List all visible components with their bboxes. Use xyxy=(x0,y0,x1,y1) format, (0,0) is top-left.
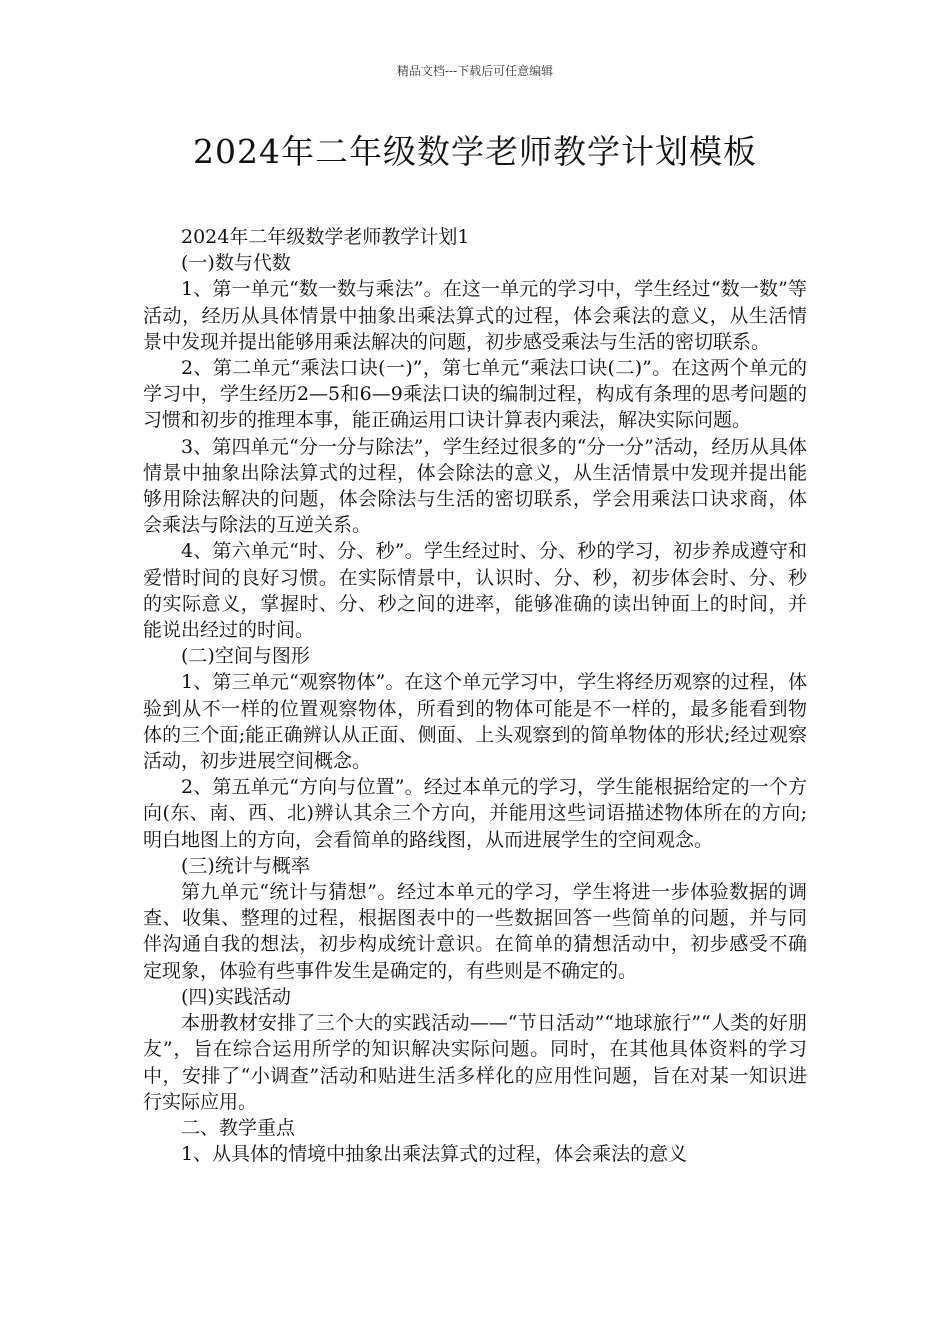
paragraph: 本册教材安排了三个大的实践活动——“节日活动”“地球旅行”“人类的好朋友”，旨在综合运用所学的知识解决实际问题。同时，在其他具体资料的学习中，安排了“小调查”活动和贴进生活多样化的应用性问题，旨在对某一知识进行实际应用。 xyxy=(143,1012,807,1113)
paragraph: 1、从具体的情境中抽象出乘法算式的过程，体会乘法的意义 xyxy=(181,1143,688,1166)
document-body xyxy=(143,224,807,1167)
paragraph: 1、第一单元“数一数与乘法”。在这一单元的学习中，学生经过“数一数”等活动，经历从具体情景中抽象出乘法算式的过程，体会乘法的意义，从生活情景中发现并提出能够用乘法解决的问题，初步感受乘法与生活的密切联系。 xyxy=(143,278,807,353)
paragraph: 2、第二单元“乘法口诀(一)”，第七单元“乘法口诀(二)”。在这两个单元的学习中，学生经历2—5和6—9乘法口诀的编制过程，构成有条理的思考问题的习惯和初步的推理本事，能正确运用口诀计算表内乘法，解决实际问题。 xyxy=(143,357,807,432)
subsection-heading: (四)实践活动 xyxy=(181,985,291,1008)
subsection-heading: (一)数与代数 xyxy=(181,252,291,275)
paragraph: 4、第六单元“时、分、秒”。学生经过时、分、秒的学习，初步养成遵守和爱惜时间的良好习惯。在实际情景中，认识时、分、秒，初步体会时、分、秒的实际意义，掌握时、分、秒之间的进率，能够准确的读出钟面上的时间，并能说出经过的时间。 xyxy=(143,540,807,642)
page-header: 精品文档---下载后可任意编辑 xyxy=(396,64,554,78)
document-title: 2024年二年级数学老师教学计划模板 xyxy=(193,132,757,171)
paragraph: 1、第三单元“观察物体”。在这个单元学习中，学生将经历观察的过程，体验到从不一样的位置观察物体，所看到的物体可能是不一样的，最多能看到物体的三个面;能正确辨认从正面、侧面、上头观察到的简单物体的形状;经过观察活动，初步进展空间概念。 xyxy=(143,671,807,773)
section-heading: 2024年二年级数学老师教学计划1 xyxy=(181,226,470,248)
subsection-heading: (三)统计与概率 xyxy=(181,854,310,877)
paragraph: 2、第五单元“方向与位置”。经过本单元的学习，学生能根据给定的一个方向(东、南、西、北)辨认其余三个方向，并能用这些词语描述物体所在的方向;明白地图上的方向，会看简单的路线图，从而进展学生的空间观念。 xyxy=(143,776,807,851)
subsection-heading: (二)空间与图形 xyxy=(181,645,310,668)
paragraph: 第九单元“统计与猜想”。经过本单元的学习，学生将进一步体验数据的调查、收集、整理的过程，根据图表中的一些数据回答一些简单的问题，并与同伴沟通自我的想法，初步构成统计意识。在简单的猜想活动中，初步感受不确定现象，体验有些事件发生是确定的，有些则是不确定的。 xyxy=(143,881,807,982)
paragraph: 3、第四单元“分一分与除法”，学生经过很多的“分一分”活动，经历从具体情景中抽象出除法算式的过程，体会除法的意义，从生活情景中发现并提出能够用除法解决的问题，体会除法与生活的密切联系，学会用乘法口诀求商，体会乘法与除法的互逆关系。 xyxy=(143,435,807,537)
section-heading: 二、教学重点 xyxy=(181,1116,296,1139)
